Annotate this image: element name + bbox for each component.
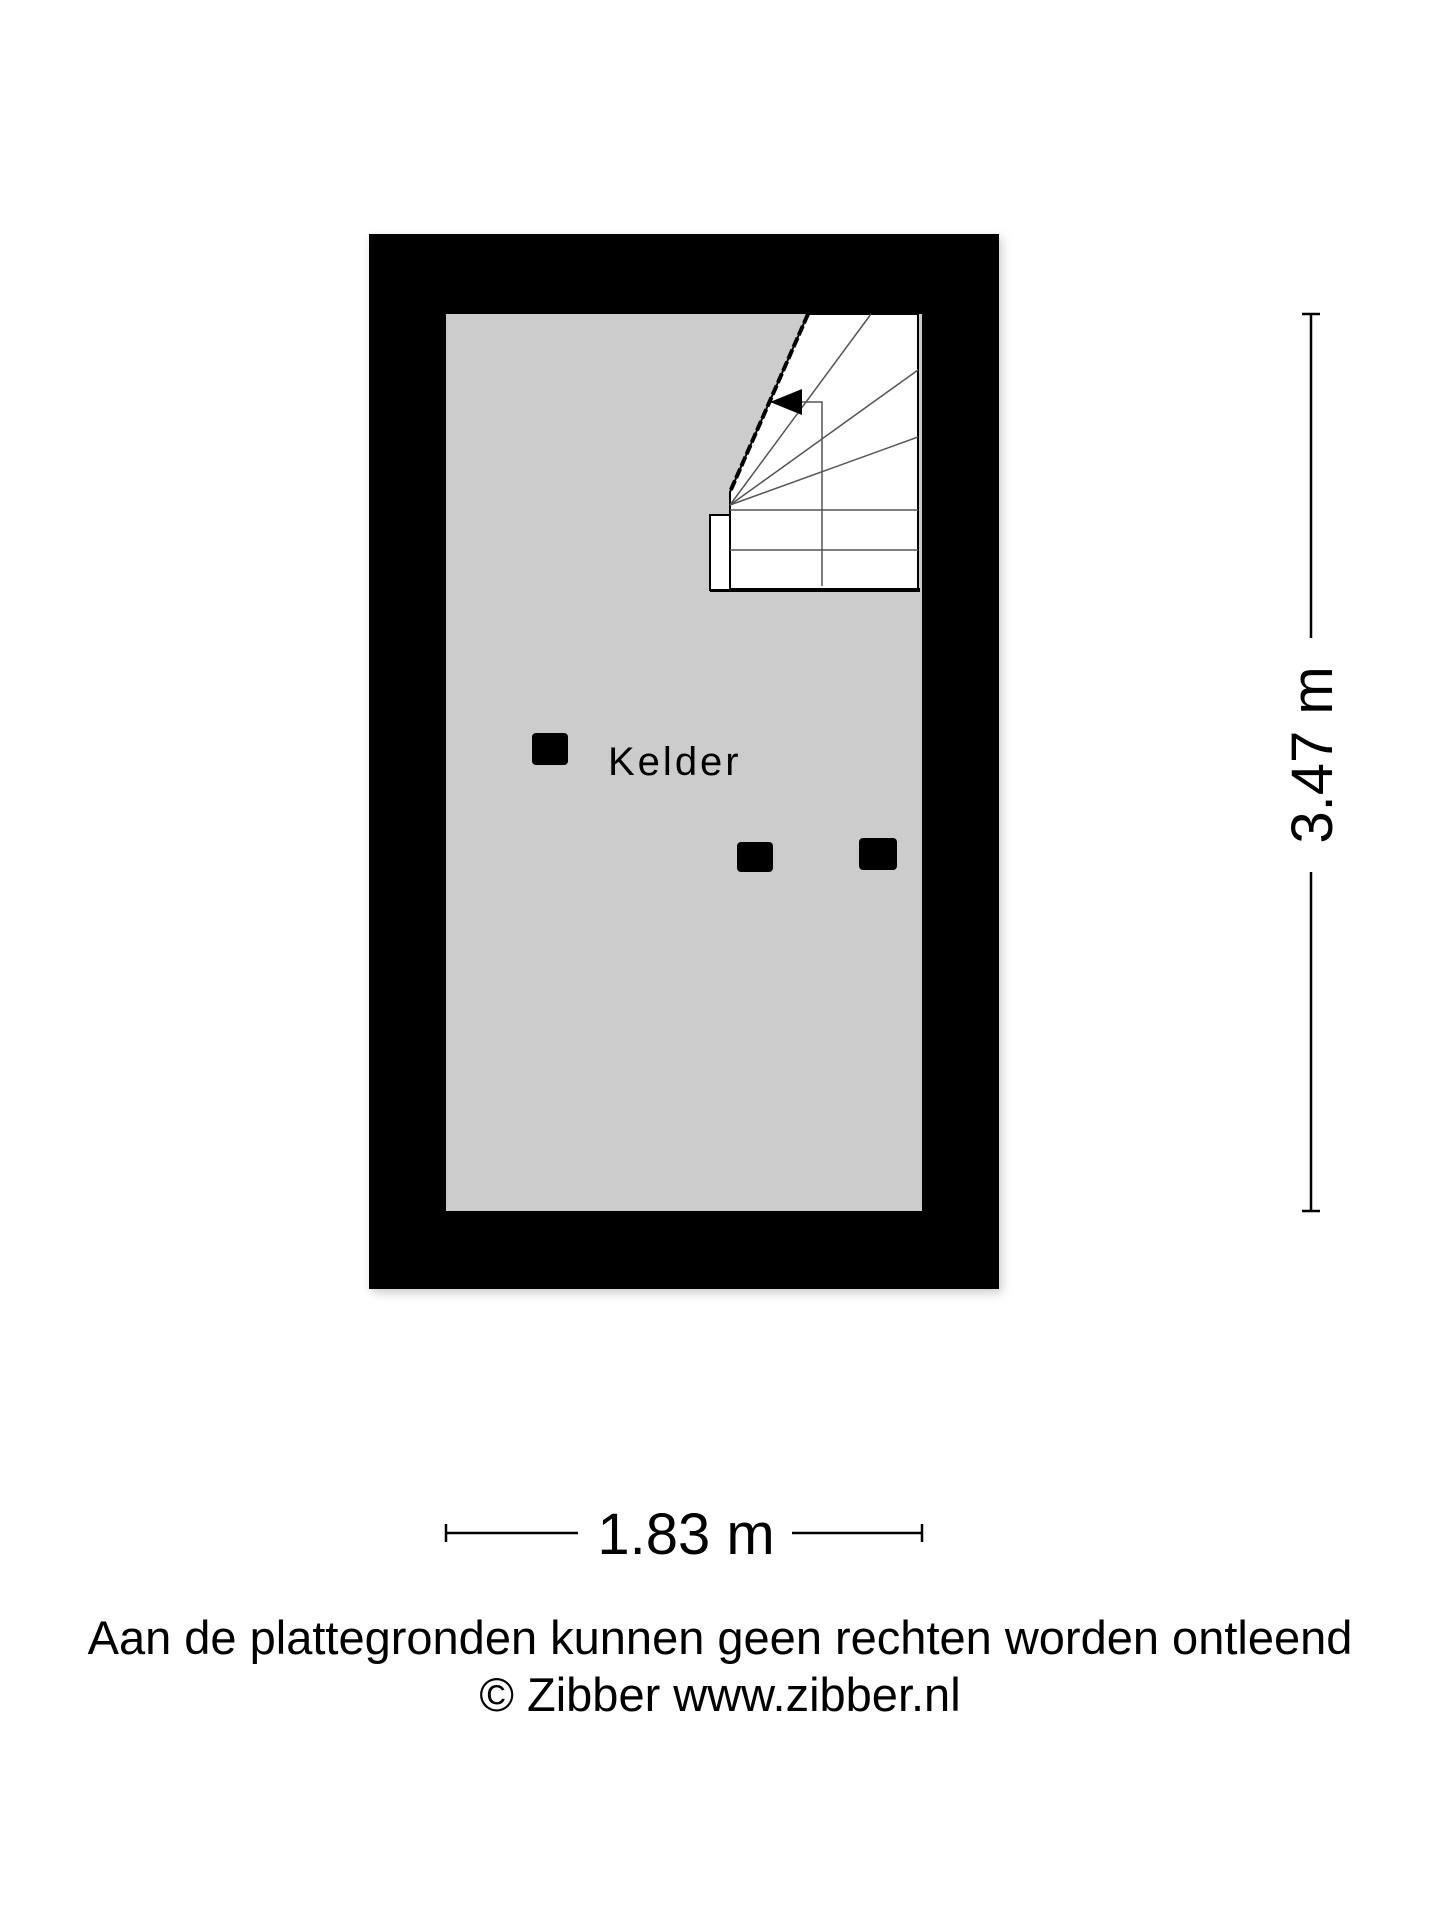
column-post xyxy=(532,733,568,765)
column-post xyxy=(859,838,897,870)
width-dimension-label: 1.83 m xyxy=(597,1502,775,1567)
width-dimension xyxy=(446,1502,922,1567)
height-dimension xyxy=(1280,314,1345,1211)
copyright-text: © Zibber www.zibber.nl xyxy=(479,1668,961,1721)
room-label: Kelder xyxy=(608,740,742,784)
disclaimer-text: Aan de plattegronden kunnen geen rechten worden ontleend xyxy=(87,1611,1353,1664)
height-dimension-label: 3.47 m xyxy=(1280,666,1345,844)
column-post xyxy=(737,842,773,872)
